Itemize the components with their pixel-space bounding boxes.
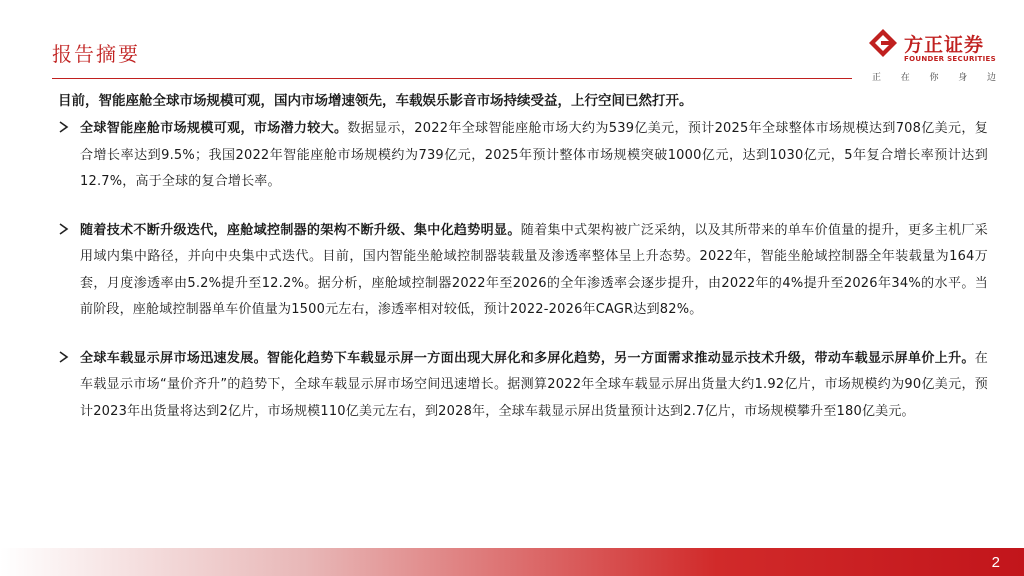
title-divider bbox=[52, 78, 852, 79]
logo-slogan bbox=[872, 70, 996, 83]
bullet-paragraph bbox=[80, 346, 988, 426]
arrow-bullet-icon bbox=[58, 351, 70, 363]
slogan-char: 在 bbox=[900, 73, 910, 83]
bullet-paragraph bbox=[80, 116, 988, 196]
bullet-item bbox=[58, 116, 988, 196]
bullet-heading: 全球车载显示屏市场迅速发展。智能化趋势下车载显示屏一方面出现大屏化和多屏化趋势，另一方面需求推动显示技术升级，带动车载显示屏单价上升。 bbox=[80, 350, 975, 366]
footer-band bbox=[0, 548, 1024, 576]
summary-content bbox=[58, 90, 988, 425]
bullet-body: 在车载显示市场“量价齐升”的趋势下，全球车载显示屏市场空间迅速增长。据测算2022年全球车载显示屏出货量大约1.92亿片，市场规模约为90亿美元，预计2023年出货量将达到2亿片，市场规模110亿美元左右，到2028年，全球车载显示屏出货量预计达到2.7亿片，市场规模攀升至180亿美元。 bbox=[80, 350, 988, 419]
bullet-heading: 全球智能座舱市场规模可观，市场潜力较大。 bbox=[80, 121, 348, 136]
bullet-body: 数据显示，2022年全球智能座舱市场大约为539亿美元，预计2025年全球整体市场规模达到708亿美元，复合增长率达到9.5%；我国2022年智能座舱市场规模约为739亿元，2025年预计整体市场规模突破1000亿元，达到1030亿元，5年复合增长率预计达到12.7%，高于全球的复合增长率。 bbox=[80, 121, 988, 189]
logo-name-cn: 方正证券 bbox=[904, 34, 985, 56]
lead-statement: 目前，智能座舱全球市场规模可观，国内市场增速领先，车载娱乐影音市场持续受益，上行空间已然打开。 bbox=[58, 93, 693, 109]
logo-name-en: FOUNDER SECURITIES bbox=[904, 55, 996, 63]
company-logo bbox=[868, 26, 1008, 82]
page-title: 报告摘要 bbox=[52, 42, 140, 66]
bullet-body: 随着集中式架构被广泛采纳，以及其所带来的单车价值量的提升，更多主机厂采用域内集中路径，并向中央集中式迭代。目前，国内智能坐舱域控制器装载量及渗透率整体呈上升态势。2022年，智能坐舱域控制器全年装载量为164万套，月度渗透率由5.2%提升至12.2%。据分析，座舱域控制器2022年至2026的全年渗透率会逐步提升，由2022年的4%提升至2026年34%的水平。当前阶段，座舱域控制器单车价值量为1500元左右，渗透率相对较低，预计2022-2026年CAGR达到82%。 bbox=[80, 222, 988, 317]
founder-logo-icon bbox=[868, 28, 898, 58]
bullet-item bbox=[58, 346, 988, 426]
page-number: 2 bbox=[991, 554, 1000, 571]
slogan-char: 你 bbox=[929, 73, 939, 83]
arrow-bullet-icon bbox=[58, 223, 70, 235]
bullet-paragraph bbox=[80, 218, 988, 324]
slogan-char: 正 bbox=[872, 73, 882, 83]
bullet-heading: 随着技术不断升级迭代，座舱域控制器的架构不断升级、集中化趋势明显。 bbox=[80, 222, 521, 238]
slogan-char: 身 bbox=[958, 73, 968, 83]
arrow-bullet-icon bbox=[58, 121, 70, 133]
bullet-item bbox=[58, 218, 988, 324]
slogan-char: 边 bbox=[986, 73, 996, 83]
